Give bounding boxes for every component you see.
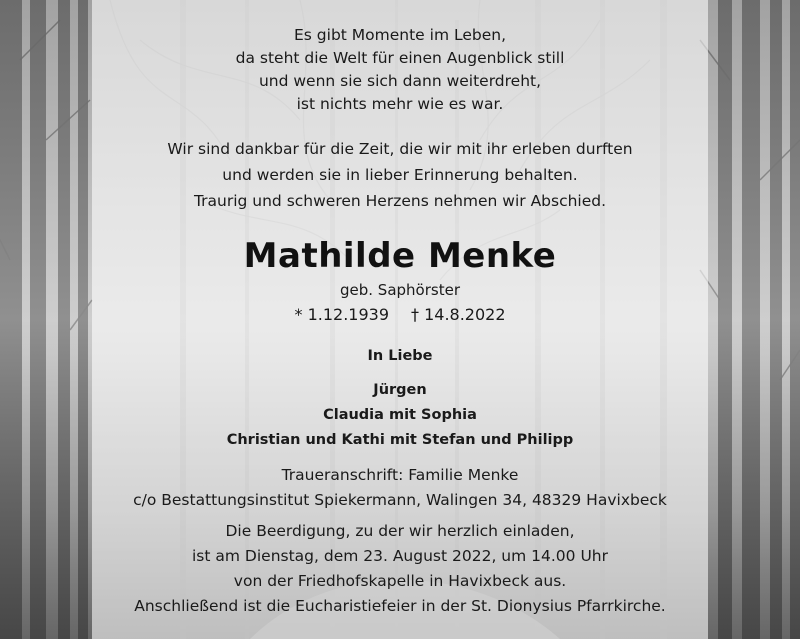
maiden-name: geb. Saphörster [340,281,460,299]
mourner-name: Claudia mit Sophia [323,407,477,423]
mourner-name: Jürgen [373,382,427,398]
funeral-line: ist am Dienstag, dem 23. August 2022, um 14.00 Uhr [192,547,608,565]
mourners-list [92,378,708,453]
funeral-line: Die Beerdigung, zu der wir herzlich einladen, [225,522,575,540]
funeral-line: von der Friedhofskapelle in Havixbeck aus. [233,572,567,590]
gratitude-line: und werden sie in lieber Erinnerung behalten. [222,166,578,184]
gratitude-text [92,136,708,214]
gratitude-line: Traurig und schweren Herzens nehmen wir Abschied. [193,192,607,210]
poem-line: da steht die Welt für einen Augenblick still [235,49,565,67]
notice-text-column [92,0,708,639]
poem-line: Es gibt Momente im Leben, [294,26,506,44]
death-date: † 14.8.2022 [411,305,506,324]
gratitude-line: Wir sind dankbar für die Zeit, die wir mit ihr erleben durften [167,140,633,158]
address-line: Traueranschrift: Familie Menke [281,466,519,484]
mourner-name: Christian und Kathi mit Stefan und Philipp [226,432,574,448]
mourners-heading: In Liebe [367,348,433,364]
poem [92,24,708,116]
mourning-address [92,463,708,513]
funeral-line: Anschließend ist die Eucharistiefeier in der St. Dionysius Pfarrkirche. [134,597,666,615]
funeral-details [92,519,708,619]
address-line: c/o Bestattungsinstitut Spiekermann, Walingen 34, 48329 Havixbeck [133,491,667,509]
poem-line: und wenn sie sich dann weiterdreht, [258,72,542,90]
poem-line: ist nichts mehr wie es war. [296,95,504,113]
birth-date: * 1.12.1939 [294,305,389,324]
deceased-name: Mathilde Menke [243,236,557,276]
life-dates [92,302,708,328]
